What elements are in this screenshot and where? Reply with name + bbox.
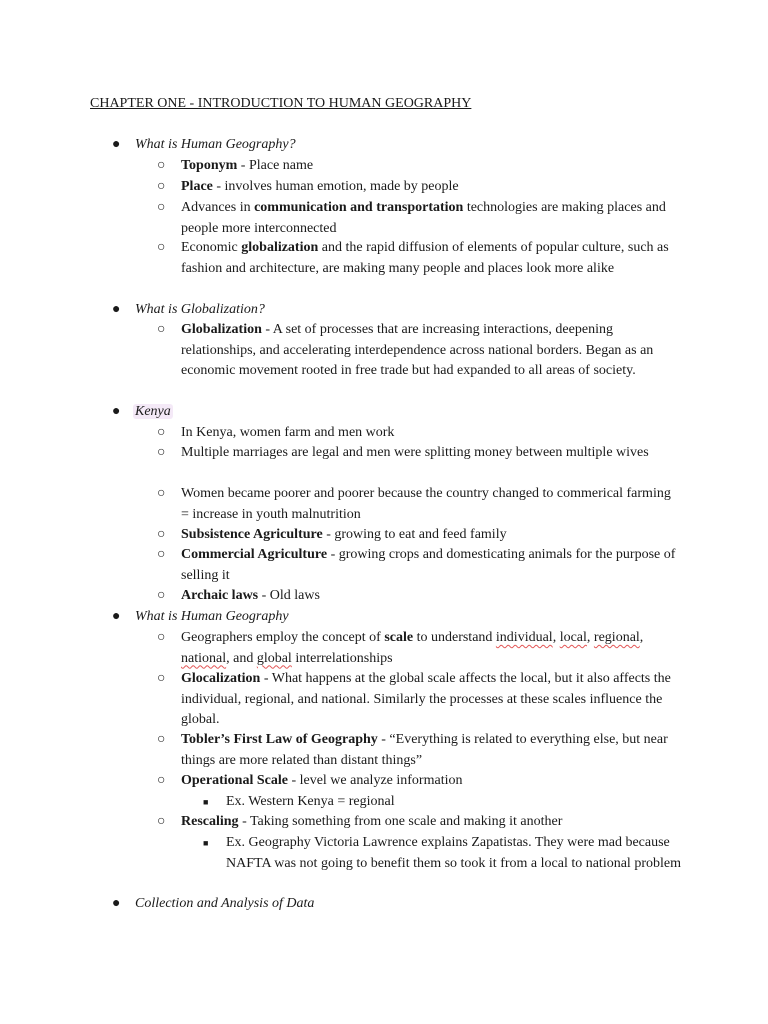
- list-item: [181, 545, 681, 586]
- item-text: and the rapid diffusion of elements of popular culture, such as fashion and architecture, are making many people and places look more alike: [181, 240, 669, 276]
- bullet-level2: ○: [157, 547, 166, 562]
- list-item: Women became poorer and poorer because the country changed to commerical farming = increase in youth malnutrition: [181, 486, 671, 522]
- term: Glocalization: [181, 671, 261, 686]
- bullet-level2: ○: [157, 322, 166, 337]
- list-item: [181, 525, 681, 546]
- term: scale: [384, 630, 414, 645]
- term: Commercial Agriculture: [181, 547, 328, 562]
- bullet-level2: ○: [157, 200, 166, 215]
- list-item: [181, 198, 681, 239]
- list-item: Ex. Geography Victoria Lawrence explains Zapatistas. They were mad because NAFTA was not going to benefit them so took it from a local to national problem: [226, 835, 681, 871]
- spellcheck-word: national: [181, 650, 227, 666]
- bullet-level1: ●: [112, 137, 121, 152]
- list-item: Multiple marriages are legal and men were splitting money between multiple wives: [181, 445, 649, 460]
- list-item: [181, 320, 681, 382]
- bullet-level3: ■: [203, 838, 209, 848]
- bullet-level1: ●: [112, 896, 121, 911]
- list-item: [181, 771, 681, 792]
- chapter-title: CHAPTER ONE - INTRODUCTION TO HUMAN GEOGRAPHY: [90, 96, 472, 111]
- term: Subsistence Agriculture: [181, 527, 323, 542]
- spellcheck-word: individual: [495, 630, 553, 645]
- bullet-level2: ○: [157, 773, 166, 788]
- bullet-level2: ○: [157, 425, 166, 440]
- term: Place: [181, 179, 213, 194]
- item-text: - Place name: [237, 158, 314, 173]
- bullet-level2: ○: [157, 588, 166, 603]
- item-text: interrelationships: [291, 650, 393, 666]
- item-text: - “Everything is related to everything else, but near things are more related than distant things”: [181, 732, 668, 768]
- list-item: [181, 156, 681, 177]
- bullet-level2: ○: [157, 814, 166, 829]
- list-item: [181, 812, 681, 833]
- term: Toponym: [181, 158, 238, 173]
- term: Operational Scale: [181, 773, 288, 788]
- term: Globalization: [181, 322, 262, 337]
- list-item: [181, 238, 681, 279]
- item-text: - growing to eat and feed family: [322, 527, 507, 542]
- list-item: [181, 586, 681, 607]
- bullet-level2: ○: [157, 630, 166, 645]
- bullet-level1: ●: [112, 404, 121, 419]
- item-text: to understand: [413, 630, 496, 645]
- list-item: Ex. Western Kenya = regional: [226, 794, 395, 809]
- item-text: - growing crops and domesticating animals for the purpose of selling it: [181, 547, 676, 583]
- section-heading-data: Collection and Analysis of Data: [135, 896, 315, 911]
- bullet-level2: ○: [157, 240, 166, 255]
- item-text: Economic: [181, 240, 242, 255]
- list-item: [181, 730, 681, 771]
- item-text: - What happens at the global scale affects the local, but it also affects the individual, regional, and national. Similarly the processes at these scales influence the global.: [181, 671, 671, 727]
- term: Archaic laws: [181, 588, 259, 603]
- bullet-level2: ○: [157, 527, 166, 542]
- list-item: [181, 669, 681, 731]
- section-heading-human-geography: What is Human Geography?: [135, 137, 296, 152]
- item-text: Geographers employ the concept of: [181, 630, 385, 645]
- spellcheck-word: regional: [593, 630, 640, 645]
- term: Tobler’s First Law of Geography: [181, 732, 378, 747]
- item-text: - Taking something from one scale and making it another: [238, 814, 563, 829]
- term: globalization: [241, 240, 319, 255]
- item-text: technologies are making places and people more interconnected: [181, 200, 666, 236]
- list-item: [181, 177, 681, 198]
- bullet-level2: ○: [157, 179, 166, 194]
- item-text: ,: [552, 630, 560, 645]
- section-heading-globalization: What is Globalization?: [135, 302, 265, 317]
- bullet-level2: ○: [157, 445, 166, 460]
- bullet-level2: ○: [157, 158, 166, 173]
- item-text: - A set of processes that are increasing interactions, deepening relationships, and accelerating interdependence across national borders. Began as an economic movement rooted in free trade but had expanded to all areas of society.: [181, 322, 654, 378]
- item-text: - involves human emotion, made by people: [212, 179, 459, 194]
- item-text: ,: [586, 630, 594, 645]
- highlighted-text: Kenya: [135, 404, 171, 419]
- item-text: ,: [639, 630, 644, 645]
- item-text: Advances in: [181, 200, 255, 215]
- bullet-level2: ○: [157, 732, 166, 747]
- item-text: , and: [226, 650, 257, 666]
- bullet-level3: ■: [203, 797, 209, 807]
- bullet-level1: ●: [112, 302, 121, 317]
- bullet-level2: ○: [157, 671, 166, 686]
- term: communication and transportation: [254, 200, 464, 215]
- term: Rescaling: [181, 814, 239, 829]
- bullet-level2: ○: [157, 486, 166, 501]
- section-heading-human-geography-2: What is Human Geography: [135, 609, 289, 624]
- section-heading-kenya: [135, 402, 173, 423]
- bullet-level1: ●: [112, 609, 121, 624]
- spellcheck-word: global: [256, 650, 292, 666]
- list-item: [181, 628, 681, 669]
- item-text: - level we analyze information: [287, 773, 463, 788]
- item-text: - Old laws: [258, 588, 320, 603]
- spellcheck-word: local: [559, 630, 587, 645]
- list-item: In Kenya, women farm and men work: [181, 425, 395, 440]
